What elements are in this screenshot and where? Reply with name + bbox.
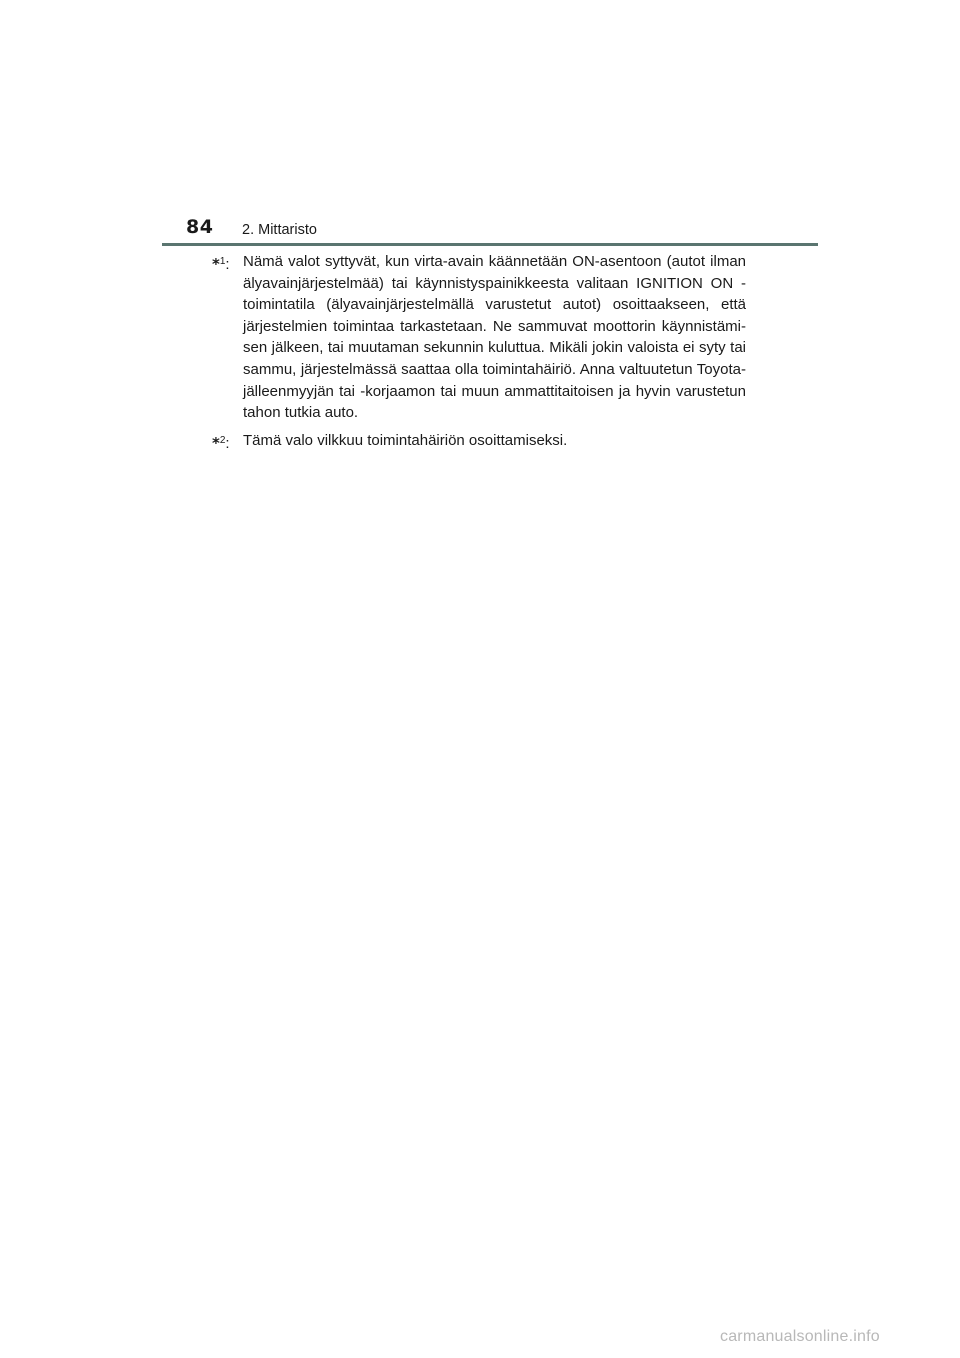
footnote-text: Tämä valo vilkkuu toimintahäiriön osoittamiseksi. (243, 431, 568, 449)
separator: : (225, 434, 230, 452)
watermark: carmanualsonline.info (720, 1328, 880, 1345)
footnote-2 (212, 430, 746, 452)
separator: : (225, 256, 230, 273)
page-number: 84 (186, 216, 214, 238)
asterisk: * (212, 255, 220, 273)
footnotes (212, 251, 746, 457)
section-title: 2. Mittaristo (242, 222, 317, 238)
header-rule (162, 243, 818, 246)
footnote-text: Nämä valot syttyvät, kun virta-avain käännetään ON-asentoon (autot ilman älyavainjärjestelmää) tai käynnistyspainikkeesta valitaan IGNITION ON -toimintatila (älyavainjärjestelmällä varustetut autot) osoittaakseen, että järjestelmien toimintaa tarkastetaan. Ne sammuvat moottorin käynnistämisen jälkeen, tai muutaman sekunnin kuluttua. Mikäli jokin valoista ei syty tai sammu, järjestelmässä saattaa olla toimintahäiriö. Anna valtuutetun Toyota-jälleenmyyjän tai -korjaamon tai muun ammattitaitoisen ja hyvin varustetun tahon tutkia auto. (243, 253, 746, 422)
footnote-ref: 2 (219, 434, 226, 446)
footnote-1 (212, 251, 746, 424)
footnote-marker (212, 430, 230, 455)
footnote-marker (212, 251, 230, 276)
footnote-ref: 1 (219, 256, 226, 267)
asterisk: * (212, 433, 220, 452)
